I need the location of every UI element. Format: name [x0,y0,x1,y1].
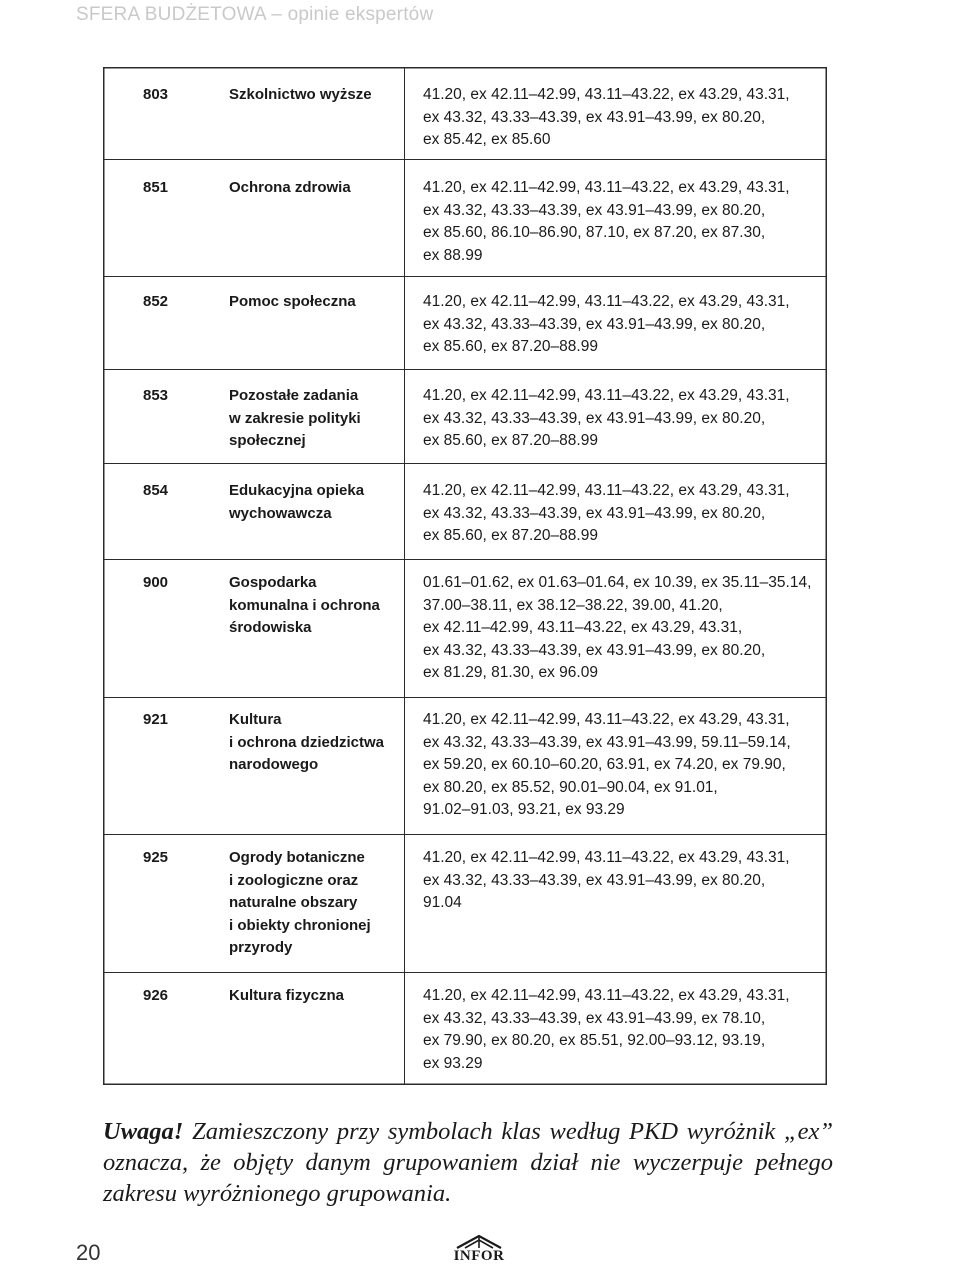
row-divider [103,463,827,464]
pkd-line: ex 85.42, ex 85.60 [423,131,551,148]
page-number: 20 [76,1240,101,1265]
pkd-line: ex 88.99 [423,246,483,264]
section-code: 925 [143,849,169,866]
section-name-line: Pomoc społeczna [229,293,356,310]
pkd-line: ex 85.60, ex 87.20–88.99 [423,432,598,449]
pkd-line: 41.20, ex 42.11–42.99, 43.11–43.22, ex 43.29, 43.31, [423,482,790,499]
section-name-line: Ogrody botaniczne [229,849,365,866]
pkd-line: 41.20, ex 42.11–42.99, 43.11–43.22, ex 43.29, 43.31, [423,293,790,310]
section-name [229,291,399,314]
pkd-line: ex 43.32, 43.33–43.39, ex 43.91–43.99, ex 80.20, [423,108,766,126]
pkd-line: ex 43.32, 43.33–43.39, ex 43.91–43.99, ex 80.20, [423,641,766,659]
header-title: SFERA BUDŻETOWA – opinie ekspertów [76,4,434,25]
section-name-line: wychowawcza [229,504,332,522]
section-name-line: w zakresie polityki [229,409,361,427]
row-divider [103,369,827,370]
pkd-codes [423,84,823,152]
row-divider [103,834,827,835]
section-name-line: Pozostałe zadania [229,387,359,404]
note-paragraph [103,1116,833,1209]
pkd-line: ex 93.29 [423,1054,483,1072]
pkd-line: ex 43.32, 43.33–43.39, ex 43.91–43.99, 59.11–59.14, [423,733,791,751]
pkd-line: ex 85.60, 86.10–86.90, 87.10, ex 87.20, ex 87.30, [423,224,766,241]
pkd-line: ex 85.60, ex 87.20–88.99 [423,338,598,355]
section-code: 921 [143,711,169,728]
section-name-line: Edukacyjna opieka [229,482,365,499]
section-name-line: Gospodarka [229,574,317,591]
section-name-line: Szkolnictwo wyższe [229,86,372,103]
section-name [229,847,399,960]
section-name-line: Kultura fizyczna [229,987,345,1004]
pkd-line: ex 43.32, 43.33–43.39, ex 43.91–43.99, ex 80.20, [423,315,766,333]
section-name [229,985,399,1008]
section-name-line: naturalne obszary [229,894,358,911]
pkd-codes [423,385,823,453]
section-code: 851 [143,179,169,196]
section-name-line: narodowego [229,756,319,773]
row-divider [103,697,827,698]
section-name-line: Ochrona zdrowia [229,179,351,196]
pkd-line: ex 42.11–42.99, 43.11–43.22, ex 43.29, 43.31, [423,619,743,636]
pkd-line: 41.20, ex 42.11–42.99, 43.11–43.22, ex 43.29, 43.31, [423,849,790,866]
row-divider [103,159,827,160]
pkd-line: 91.04 [423,894,462,911]
section-code: 900 [143,574,169,591]
pkd-codes [423,291,823,359]
publisher-logo [437,1234,521,1268]
section-name [229,385,399,453]
column-divider [404,67,405,1085]
pkd-line: ex 59.20, ex 60.10–60.20, 63.91, ex 74.20, ex 79.90, [423,756,786,773]
pkd-line: 41.20, ex 42.11–42.99, 43.11–43.22, ex 43.29, 43.31, [423,987,790,1004]
section-name [229,480,399,525]
pkd-codes [423,985,823,1075]
section-code: 853 [143,387,169,404]
section-name-line: Kultura [229,711,282,728]
pkd-codes [423,480,823,548]
pkd-line: ex 81.29, 81.30, ex 96.09 [423,664,598,681]
pkd-line: 91.02–91.03, 93.21, ex 93.29 [423,801,625,818]
pkd-codes [423,709,823,822]
section-code: 926 [143,987,169,1004]
section-code: 852 [143,293,169,310]
pkd-line: 41.20, ex 42.11–42.99, 43.11–43.22, ex 43.29, 43.31, [423,179,790,196]
pkd-line: ex 79.90, ex 80.20, ex 85.51, 92.00–93.12, 93.19, [423,1032,766,1049]
pkd-line: 37.00–38.11, ex 38.12–38.22, 39.00, 41.20, [423,596,723,614]
section-name-line: i ochrona dziedzictwa [229,733,385,751]
pkd-line: 01.61–01.62, ex 01.63–01.64, ex 10.39, ex 35.11–35.14, [423,574,812,591]
pkd-line: ex 43.32, 43.33–43.39, ex 43.91–43.99, ex 80.20, [423,409,766,427]
section-name-line: i obiekty chronionej [229,916,371,934]
pkd-line: 41.20, ex 42.11–42.99, 43.11–43.22, ex 43.29, 43.31, [423,711,790,728]
pkd-line: ex 43.32, 43.33–43.39, ex 43.91–43.99, ex 80.20, [423,504,766,522]
section-name [229,84,399,107]
section-code: 854 [143,482,169,499]
row-divider [103,559,827,560]
section-name-line: środowiska [229,619,312,636]
pkd-line: ex 43.32, 43.33–43.39, ex 43.91–43.99, ex 78.10, [423,1009,766,1027]
pkd-line: ex 43.32, 43.33–43.39, ex 43.91–43.99, ex 80.20, [423,201,766,219]
section-name-line: i zoologiczne oraz [229,871,359,889]
pkd-line: ex 43.32, 43.33–43.39, ex 43.91–43.99, ex 80.20, [423,871,766,889]
section-name [229,572,399,640]
pkd-codes [423,847,823,915]
pkd-line: 41.20, ex 42.11–42.99, 43.11–43.22, ex 43.29, 43.31, [423,387,790,404]
note-text: Zamieszczony przy symbolach klas według PKD wyróżnik „ex” oznacza, że objęty danym grupowaniem dział nie wyczerpuje pełnego zakresu wyróżnionego grupowania. [103,1118,833,1207]
section-name-line: przyrody [229,939,293,956]
classification-table [103,67,827,1085]
pkd-line: ex 80.20, ex 85.52, 90.01–90.04, ex 91.01, [423,778,718,796]
pkd-codes [423,572,823,685]
section-name-line: komunalna i ochrona [229,596,380,614]
note-label: Uwaga! [103,1118,184,1145]
pkd-line: ex 85.60, ex 87.20–88.99 [423,527,598,544]
pkd-codes [423,177,823,267]
section-name [229,177,399,200]
logo-text: INFOR [453,1248,505,1264]
row-divider [103,972,827,973]
row-divider [103,276,827,277]
pkd-line: 41.20, ex 42.11–42.99, 43.11–43.22, ex 43.29, 43.31, [423,86,790,103]
section-name-line: społecznej [229,432,306,449]
section-code: 803 [143,86,169,103]
section-name [229,709,399,777]
